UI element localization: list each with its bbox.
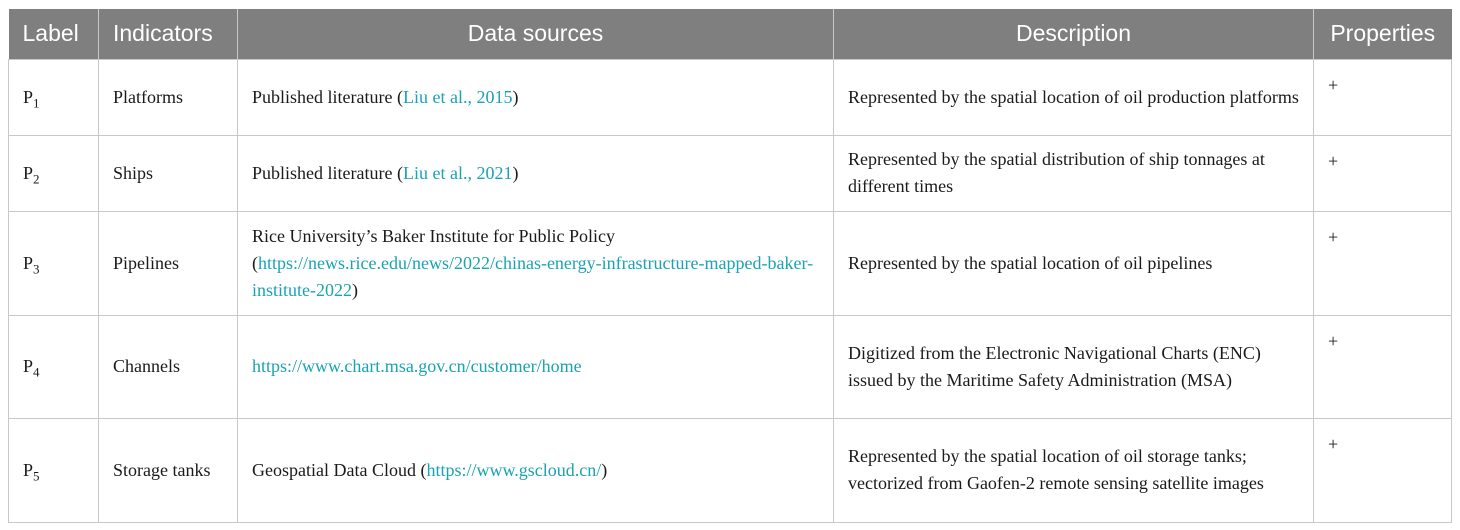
label-subscript: 4 [33, 364, 40, 380]
row-label [9, 211, 99, 315]
source-text: Published literature ( [252, 86, 403, 107]
row-description: Represented by the spatial location of oil production platforms [834, 59, 1314, 135]
label-subscript: 2 [33, 171, 40, 187]
row-label [9, 418, 99, 522]
row-data-source [238, 315, 834, 418]
source-link[interactable]: Liu et al., 2015 [402, 86, 513, 107]
row-indicator: Ships [99, 135, 238, 211]
label-text: P [23, 252, 34, 273]
row-description: Represented by the spatial location of oil storage tanks; vectorized from Gaofen-2 remote sensing satellite images [834, 418, 1314, 522]
source-text: Published literature ( [252, 162, 403, 183]
source-link[interactable]: https://news.rice.edu/news/2022/chinas-energy-infrastructure-mapped-baker-institute-2022 [252, 252, 814, 300]
source-text-end: ) [512, 86, 519, 107]
row-label [9, 135, 99, 211]
row-indicator: Storage tanks [99, 418, 238, 522]
label-text: P [23, 356, 34, 376]
header-properties: Properties [1330, 20, 1436, 47]
label-subscript: 5 [33, 468, 40, 484]
source-link[interactable]: Liu et al., 2021 [402, 162, 513, 183]
source-text-end: ) [601, 459, 608, 480]
table-header [9, 9, 1452, 59]
row-description: Represented by the spatial location of oil pipelines [834, 211, 1314, 315]
label-subscript: 3 [33, 261, 40, 277]
table-row [9, 59, 1452, 135]
table-row [9, 135, 1452, 211]
row-description: Represented by the spatial distribution of ship tonnages at different times [834, 135, 1314, 211]
table-row [9, 315, 1452, 418]
source-text-end: ) [512, 162, 519, 183]
row-description: Digitized from the Electronic Navigational Charts (ENC) issued by the Maritime Safety Administration (MSA) [834, 315, 1314, 418]
label-subscript: 1 [33, 95, 40, 111]
header-row [9, 9, 1452, 59]
header-data-sources: Data sources [238, 9, 834, 59]
table-row [9, 211, 1452, 315]
row-label [9, 59, 99, 135]
row-property: + [1314, 211, 1452, 315]
row-data-source [238, 59, 834, 135]
row-data-source [238, 135, 834, 211]
row-property: + [1314, 135, 1452, 211]
source-link[interactable]: https://www.gscloud.cn/ [426, 459, 602, 480]
row-property: + [1314, 315, 1452, 418]
row-indicator: Pipelines [99, 211, 238, 315]
row-indicator: Platforms [99, 59, 238, 135]
row-data-source [238, 418, 834, 522]
source-link[interactable]: https://www.chart.msa.gov.cn/customer/home [252, 356, 582, 376]
source-text: Rice University’s Baker Institute for Public Policy ( [252, 225, 615, 273]
header-description: Description [834, 9, 1314, 59]
label-text: P [23, 459, 34, 480]
label-text: P [23, 162, 34, 183]
header-indicators: Indicators [99, 9, 238, 59]
indicators-table [8, 9, 1452, 523]
header-label: Label [9, 9, 99, 59]
source-text-end: ) [352, 279, 358, 300]
row-indicator: Channels [99, 315, 238, 418]
table-row [9, 418, 1452, 522]
row-data-source [238, 211, 834, 315]
source-text: Geospatial Data Cloud ( [252, 459, 427, 480]
table-body [9, 59, 1452, 522]
row-property: + [1314, 59, 1452, 135]
row-label [9, 315, 99, 418]
row-property: + [1314, 418, 1452, 522]
label-text: P [23, 86, 34, 107]
